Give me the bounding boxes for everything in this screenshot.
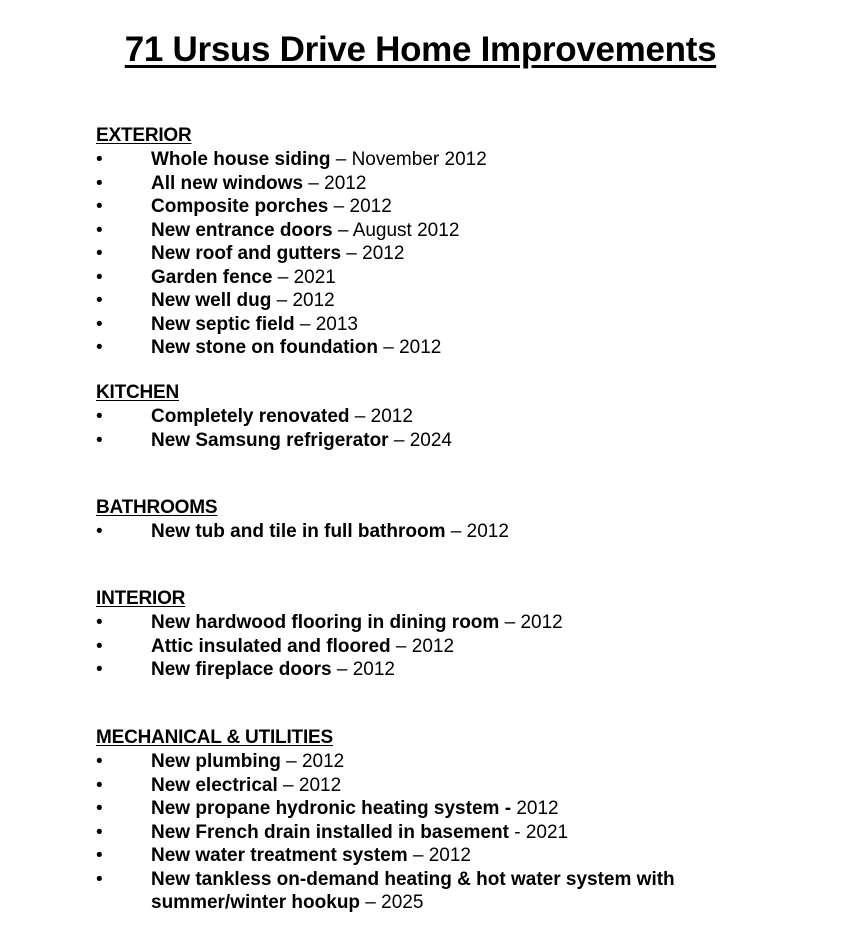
bullet-icon: • — [96, 635, 103, 657]
bullet-icon: • — [96, 406, 103, 427]
page-title: 71 Ursus Drive Home Improvements — [124, 30, 717, 69]
section-heading-interior: INTERIOR — [96, 588, 186, 609]
bullet-icon: • — [96, 521, 103, 542]
bullet-icon: • — [96, 659, 103, 680]
bullet-icon: • — [96, 313, 103, 335]
bullet-icon: • — [96, 219, 103, 241]
bullet-icon: • — [96, 290, 103, 311]
bullet-icon: • — [96, 243, 103, 264]
bullet-icon: • — [96, 266, 103, 288]
bullet-icon: • — [96, 751, 103, 772]
bullet-icon: • — [96, 196, 103, 217]
bullet-icon: • — [96, 845, 103, 866]
section-heading-exterior: EXTERIOR — [96, 125, 192, 146]
bullet-icon: • — [96, 821, 103, 843]
section-heading-bathrooms: BATHROOMS — [96, 497, 218, 518]
bullet-icon: • — [96, 429, 103, 451]
section-heading-kitchen: KITCHEN — [96, 382, 180, 403]
bullet-icon: • — [96, 172, 103, 194]
bullet-icon: • — [96, 868, 103, 890]
section-heading-mechanical-utilities: MECHANICAL & UTILITIES — [96, 727, 333, 748]
bullet-icon: • — [96, 798, 103, 819]
bullet-icon: • — [96, 612, 103, 633]
bullet-icon: • — [96, 337, 103, 358]
bullet-icon: • — [96, 149, 103, 170]
bullet-icon: • — [96, 774, 103, 796]
